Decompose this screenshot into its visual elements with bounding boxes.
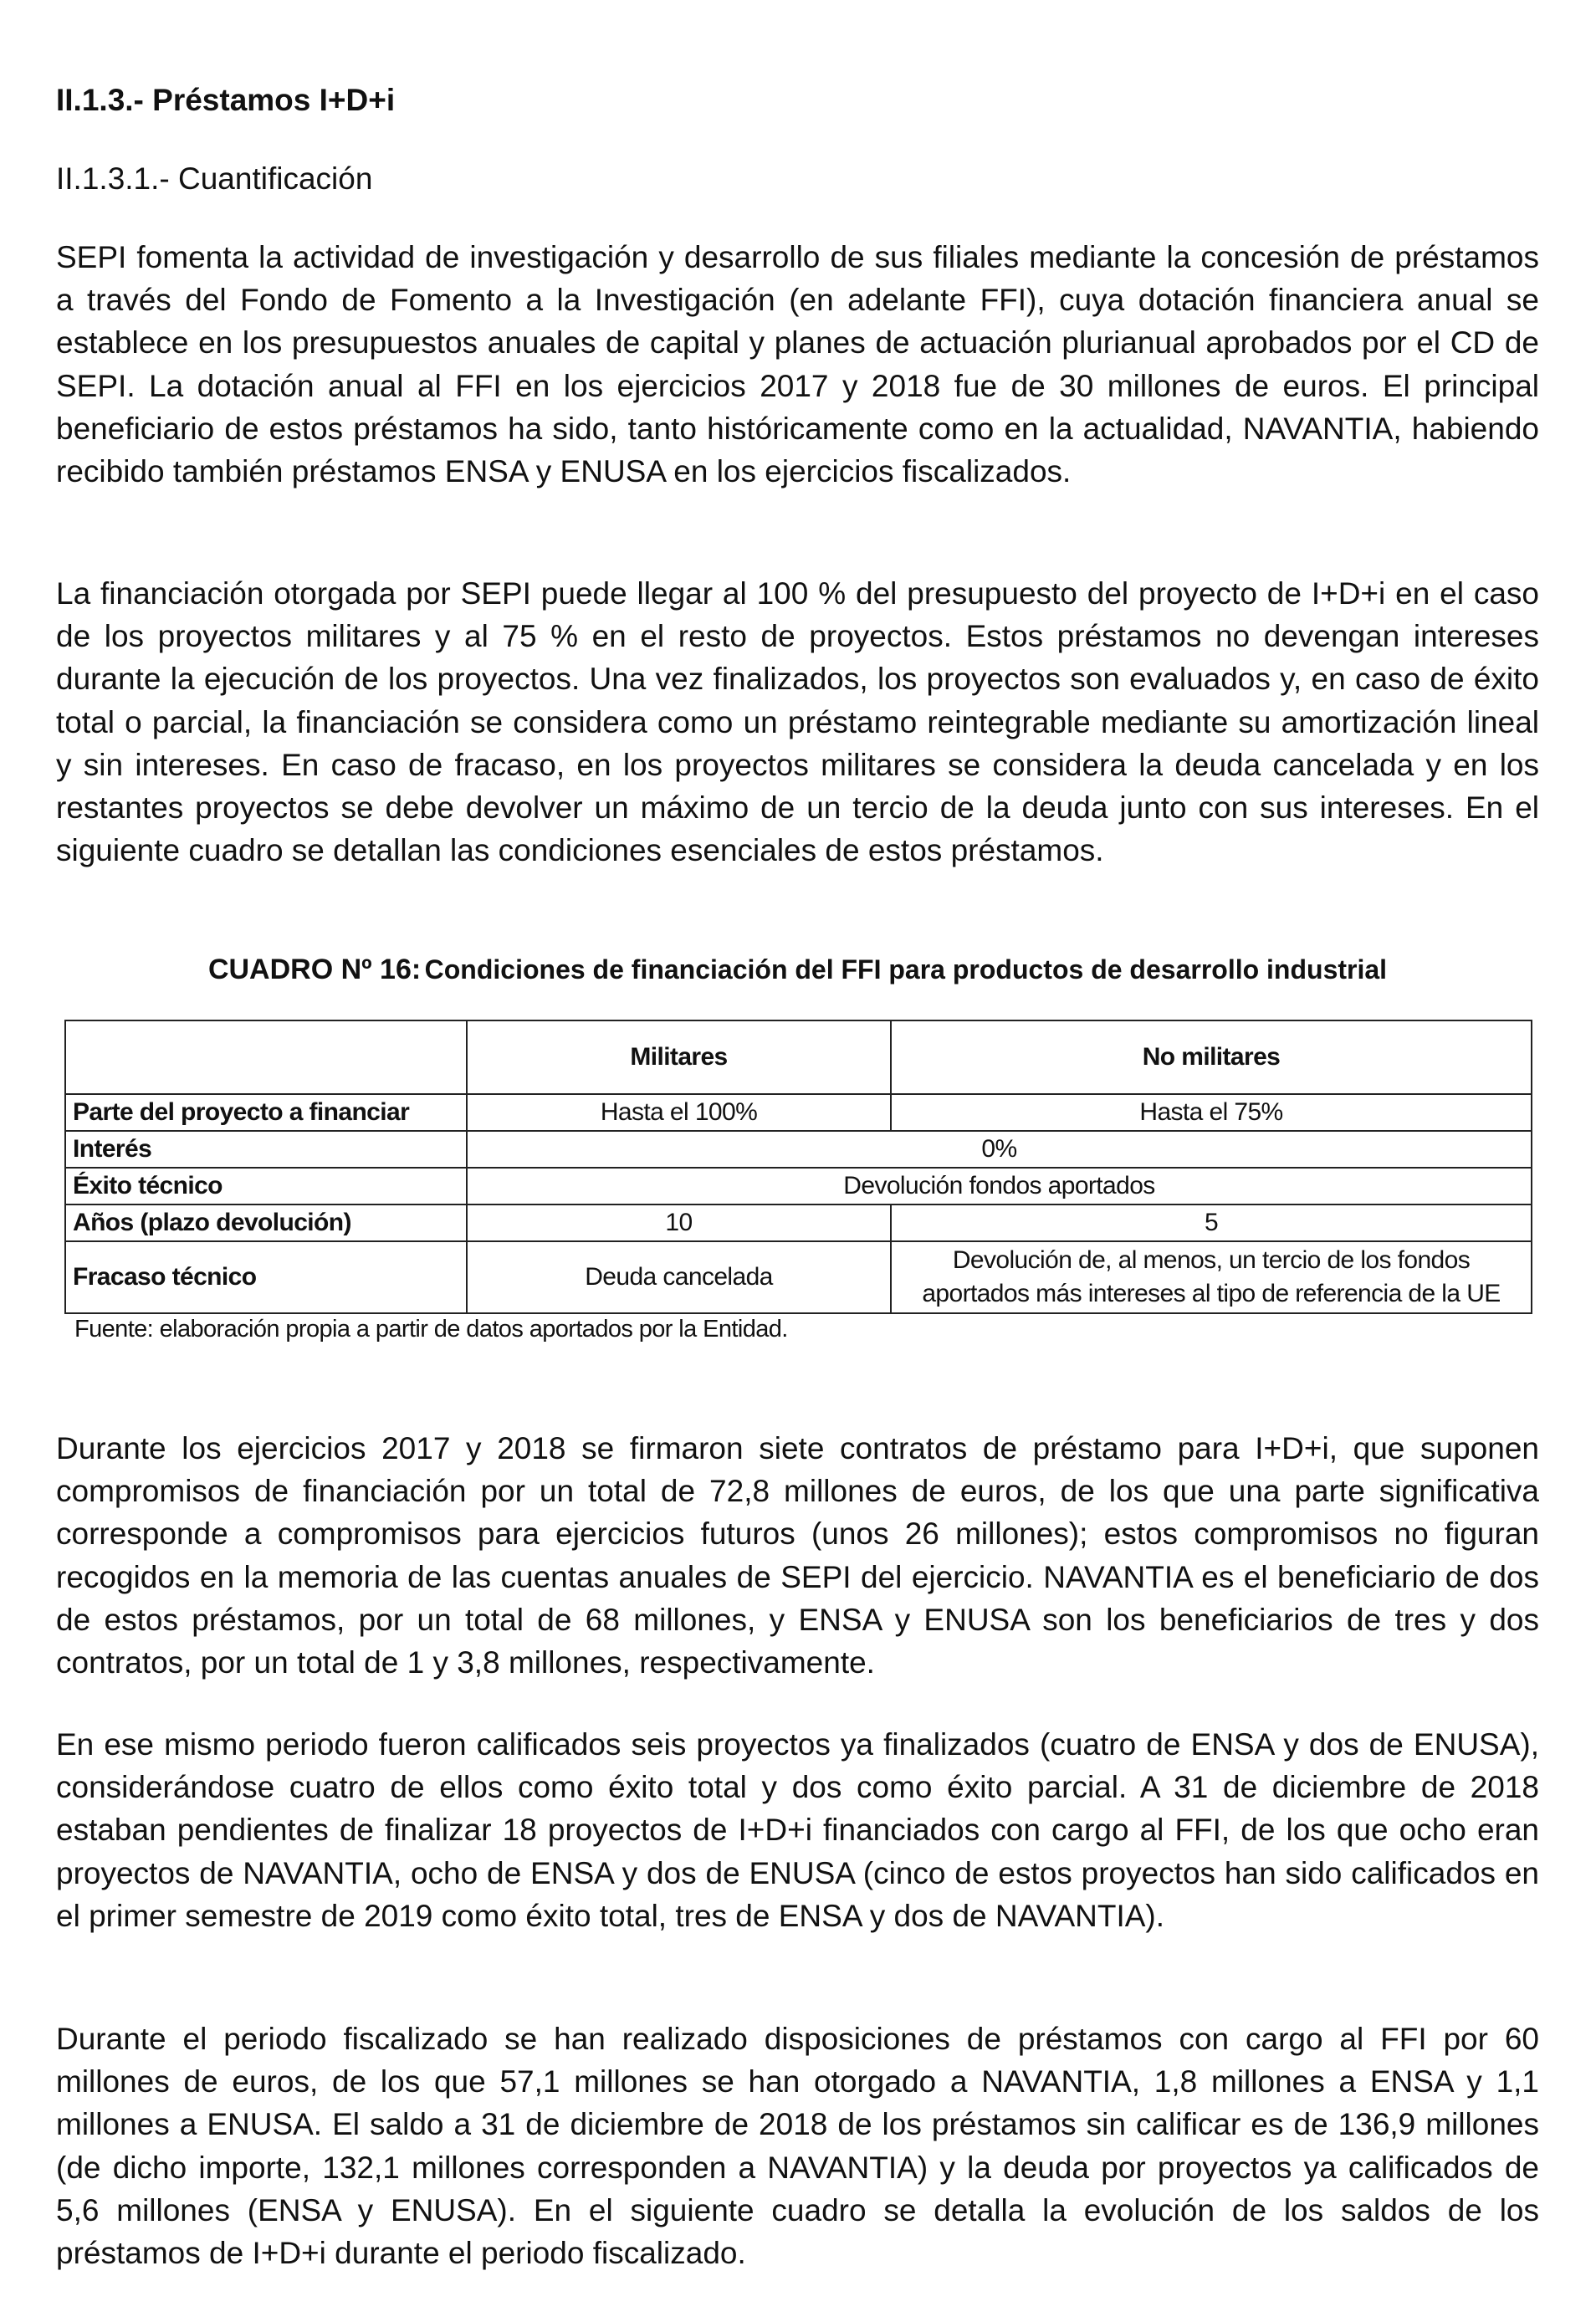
table-header-row <box>65 1020 1532 1094</box>
table-header-no-militares: No militares <box>891 1020 1532 1094</box>
table-row-label: Parte del proyecto a financiar <box>65 1094 467 1131</box>
table-cell-line: aportados más intereses al tipo de referencia de la UE <box>922 1280 1501 1307</box>
table-caption-label: CUADRO Nº 16: <box>207 954 422 985</box>
table-row <box>65 1241 1532 1313</box>
table-cell-line: Devolución de, al menos, un tercio de los fondos <box>952 1246 1471 1274</box>
table-caption-title: Condiciones de financiación del FFI para productos de desarrollo industrial <box>424 954 1388 985</box>
table-cell: 5 <box>891 1204 1532 1241</box>
table-cell: 0% <box>467 1131 1532 1168</box>
section-heading: II.1.3.- Préstamos I+D+i <box>56 83 396 117</box>
table-cell: Deuda cancelada <box>467 1241 891 1313</box>
financing-conditions-table <box>64 1020 1532 1314</box>
paragraph-3: Durante los ejercicios 2017 y 2018 se firmaron siete contratos de préstamo para I+D+i, que suponen compromisos de financiación por un total de 72,8 millones de euros, de los que una parte significativa corresponde a compromisos para ejercicios futuros (unos 26 millones); estos compromisos no figuran recogidos en la memoria de las cuentas anuales de SEPI del ejercicio. NAVANTIA es el beneficiario de dos de estos préstamos, por un total de 68 millones, y ENSA y ENUSA son los beneficiarios de tres y dos contratos, por un total de 1 y 3,8 millones, respectivamente. <box>56 1431 1539 1680</box>
subsection-heading: II.1.3.1.- Cuantificación <box>56 161 373 196</box>
table-row-label: Interés <box>65 1131 467 1168</box>
table-caption <box>56 954 1539 986</box>
paragraph-4: En ese mismo periodo fueron calificados seis proyectos ya finalizados (cuatro de ENSA y dos de ENUSA), considerándose cuatro de ellos como éxito total y dos como éxito parcial. A 31 de diciembre de 2018 estaban pendientes de finalizar 18 proyectos de I+D+i financiados con cargo al FFI, de los que ocho eran proyectos de NAVANTIA, ocho de ENSA y dos de ENUSA (cinco de estos proyectos han sido calificados en el primer semestre de 2019 como éxito total, tres de ENSA y dos de NAVANTIA). <box>56 1727 1539 1933</box>
paragraph-2: La financiación otorgada por SEPI puede llegar al 100 % del presupuesto del proyecto de I+D+i en el caso de los proyectos militares y al 75 % en el resto de proyectos. Estos préstamos no devengan intereses durante la ejecución de los proyectos. Una vez finalizados, los proyectos son evaluados y, en caso de éxito total o parcial, la financiación se considera como un préstamo reintegrable mediante su amortización lineal y sin intereses. En caso de fracaso, en los proyectos militares se considera la deuda cancelada y en los restantes proyectos se debe devolver un máximo de un tercio de la deuda junto con sus intereses. En el siguiente cuadro se detallan las condiciones esenciales de estos préstamos. <box>56 576 1539 868</box>
paragraph-1: SEPI fomenta la actividad de investigación y desarrollo de sus filiales mediante la concesión de préstamos a través del Fondo de Fomento a la Investigación (en adelante FFI), cuya dotación financiera anual se establece en los presupuestos anuales de capital y planes de actuación plurianual aprobados por el CD de SEPI. La dotación anual al FFI en los ejercicios 2017 y 2018 fue de 30 millones de euros. El principal beneficiario de estos préstamos ha sido, tanto históricamente como en la actualidad, NAVANTIA, habiendo recibido también préstamos ENSA y ENUSA en los ejercicios fiscalizados. <box>56 240 1539 489</box>
table-row <box>65 1131 1532 1168</box>
table-header-empty <box>65 1020 467 1094</box>
table-row <box>65 1204 1532 1241</box>
table-cell-multiline <box>891 1241 1532 1313</box>
table-row-label: Años (plazo devolución) <box>65 1204 467 1241</box>
table-row <box>65 1094 1532 1131</box>
table-cell: Devolución fondos aportados <box>467 1168 1532 1204</box>
table-row <box>65 1168 1532 1204</box>
table-cell: 10 <box>467 1204 891 1241</box>
table-source-note: Fuente: elaboración propia a partir de datos aportados por la Entidad. <box>74 1316 788 1343</box>
table-cell: Hasta el 75% <box>891 1094 1532 1131</box>
table-header-militares: Militares <box>467 1020 891 1094</box>
table-cell: Hasta el 100% <box>467 1094 891 1131</box>
table-row-label: Fracaso técnico <box>65 1241 467 1313</box>
paragraph-5: Durante el periodo fiscalizado se han realizado disposiciones de préstamos con cargo al FFI por 60 millones de euros, de los que 57,1 millones se han otorgado a NAVANTIA, 1,8 millones a ENSA y 1,1 millones a ENUSA. El saldo a 31 de diciembre de 2018 de los préstamos sin calificar es de 136,9 millones (de dicho importe, 132,1 millones corresponden a NAVANTIA) y la deuda por proyectos ya calificados de 5,6 millones (ENSA y ENUSA). En el siguiente cuadro se detalla la evolución de los saldos de los préstamos de I+D+i durante el periodo fiscalizado. <box>56 2022 1539 2271</box>
table-row-label: Éxito técnico <box>65 1168 467 1204</box>
